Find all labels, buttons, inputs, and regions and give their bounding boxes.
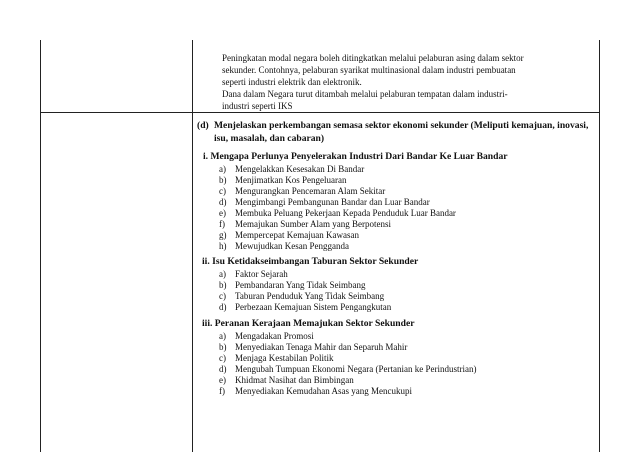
list-item-text: Membuka Peluang Pekerjaan Kepada Penduduk Luar Bandar <box>235 208 456 218</box>
list-item-letter: d) <box>219 197 227 207</box>
list-item-text: Mewujudkan Kesan Pengganda <box>235 241 349 251</box>
list-item-text: Memajukan Sumber Alam yang Berpotensi <box>235 219 391 229</box>
list-item-text: Pembandaran Yang Tidak Seimbang <box>235 280 366 290</box>
list-item-text: Mengurangkan Pencemaran Alam Sekitar <box>235 186 386 196</box>
top-line: Peningkatan modal negara boleh ditingkatkan melalui pelaburan asing dalam sektor <box>222 53 524 63</box>
list-item-text: Menyediakan Kemudahan Asas yang Mencukupi <box>235 386 412 396</box>
list-item-letter: c) <box>219 291 226 301</box>
list-item-letter: c) <box>219 353 226 363</box>
list-item-letter: f) <box>219 386 225 396</box>
list-item-text: Taburan Penduduk Yang Tidak Seimbang <box>235 291 385 301</box>
list-item-letter: d) <box>219 364 227 374</box>
list-item-text: Mengimbangi Pembangunan Bandar dan Luar Bandar <box>235 197 430 207</box>
top-line: seperti industri elektrik dan elektronik. <box>222 77 362 87</box>
table-right-border <box>599 40 600 452</box>
list-item-letter: c) <box>219 186 226 196</box>
list-item-letter: e) <box>219 375 226 385</box>
list-item-letter: a) <box>219 269 226 279</box>
list-item-letter: a) <box>219 331 226 341</box>
list-item-text: Mengubah Tumpuan Ekonomi Negara (Pertanian ke Perindustrian) <box>235 364 477 374</box>
section-d-marker: (d) <box>197 120 209 131</box>
list-item-text: Menyediakan Tenaga Mahir dan Separuh Mahir <box>235 342 408 352</box>
list-item-letter: a) <box>219 164 226 174</box>
table-row-divider <box>40 112 600 113</box>
table-column-divider <box>192 40 193 452</box>
part-ii-heading: ii. Isu Ketidakseimbangan Taburan Sektor Sekunder <box>202 256 419 267</box>
list-item-letter: f) <box>219 219 225 229</box>
list-item-text: Menjaga Kestabilan Politik <box>235 353 334 363</box>
top-line: industri seperti IKS <box>222 101 293 111</box>
list-item-letter: b) <box>219 280 227 290</box>
top-line: sekunder. Contohnya, pelaburan syarikat multinasional dalam industri pembuatan <box>222 65 516 75</box>
table-left-border <box>40 40 41 452</box>
part-iii-heading: iii. Peranan Kerajaan Memajukan Sektor Sekunder <box>202 318 415 329</box>
list-item-text: Mengadakan Promosi <box>235 331 314 341</box>
section-d-heading-line1: Menjelaskan perkembangan semasa sektor ekonomi sekunder (Meliputi kemajuan, inovasi, <box>214 120 589 131</box>
list-item-letter: d) <box>219 302 227 312</box>
list-item-text: Khidmat Nasihat dan Bimbingan <box>235 375 354 385</box>
part-i-heading: i. Mengapa Perlunya Penyelerakan Industri Dari Bandar Ke Luar Bandar <box>203 151 508 162</box>
list-item-letter: g) <box>219 230 227 240</box>
top-line: Dana dalam Negara turut ditambah melalui pelaburan tempatan dalam industri- <box>222 89 508 99</box>
list-item-letter: e) <box>219 208 226 218</box>
list-item-letter: h) <box>219 241 227 251</box>
list-item-text: Mempercepat Kemajuan Kawasan <box>235 230 359 240</box>
list-item-letter: b) <box>219 175 227 185</box>
list-item-text: Perbezaan Kemajuan Sistem Pengangkutan <box>235 302 392 312</box>
list-item-text: Mengelakkan Kesesakan Di Bandar <box>235 164 365 174</box>
list-item-text: Menjimatkan Kos Pengeluaran <box>235 175 347 185</box>
list-item-text: Faktor Sejarah <box>235 269 288 279</box>
section-d-heading-line2: isu, masalah, dan cabaran) <box>214 133 325 144</box>
list-item-letter: b) <box>219 342 227 352</box>
